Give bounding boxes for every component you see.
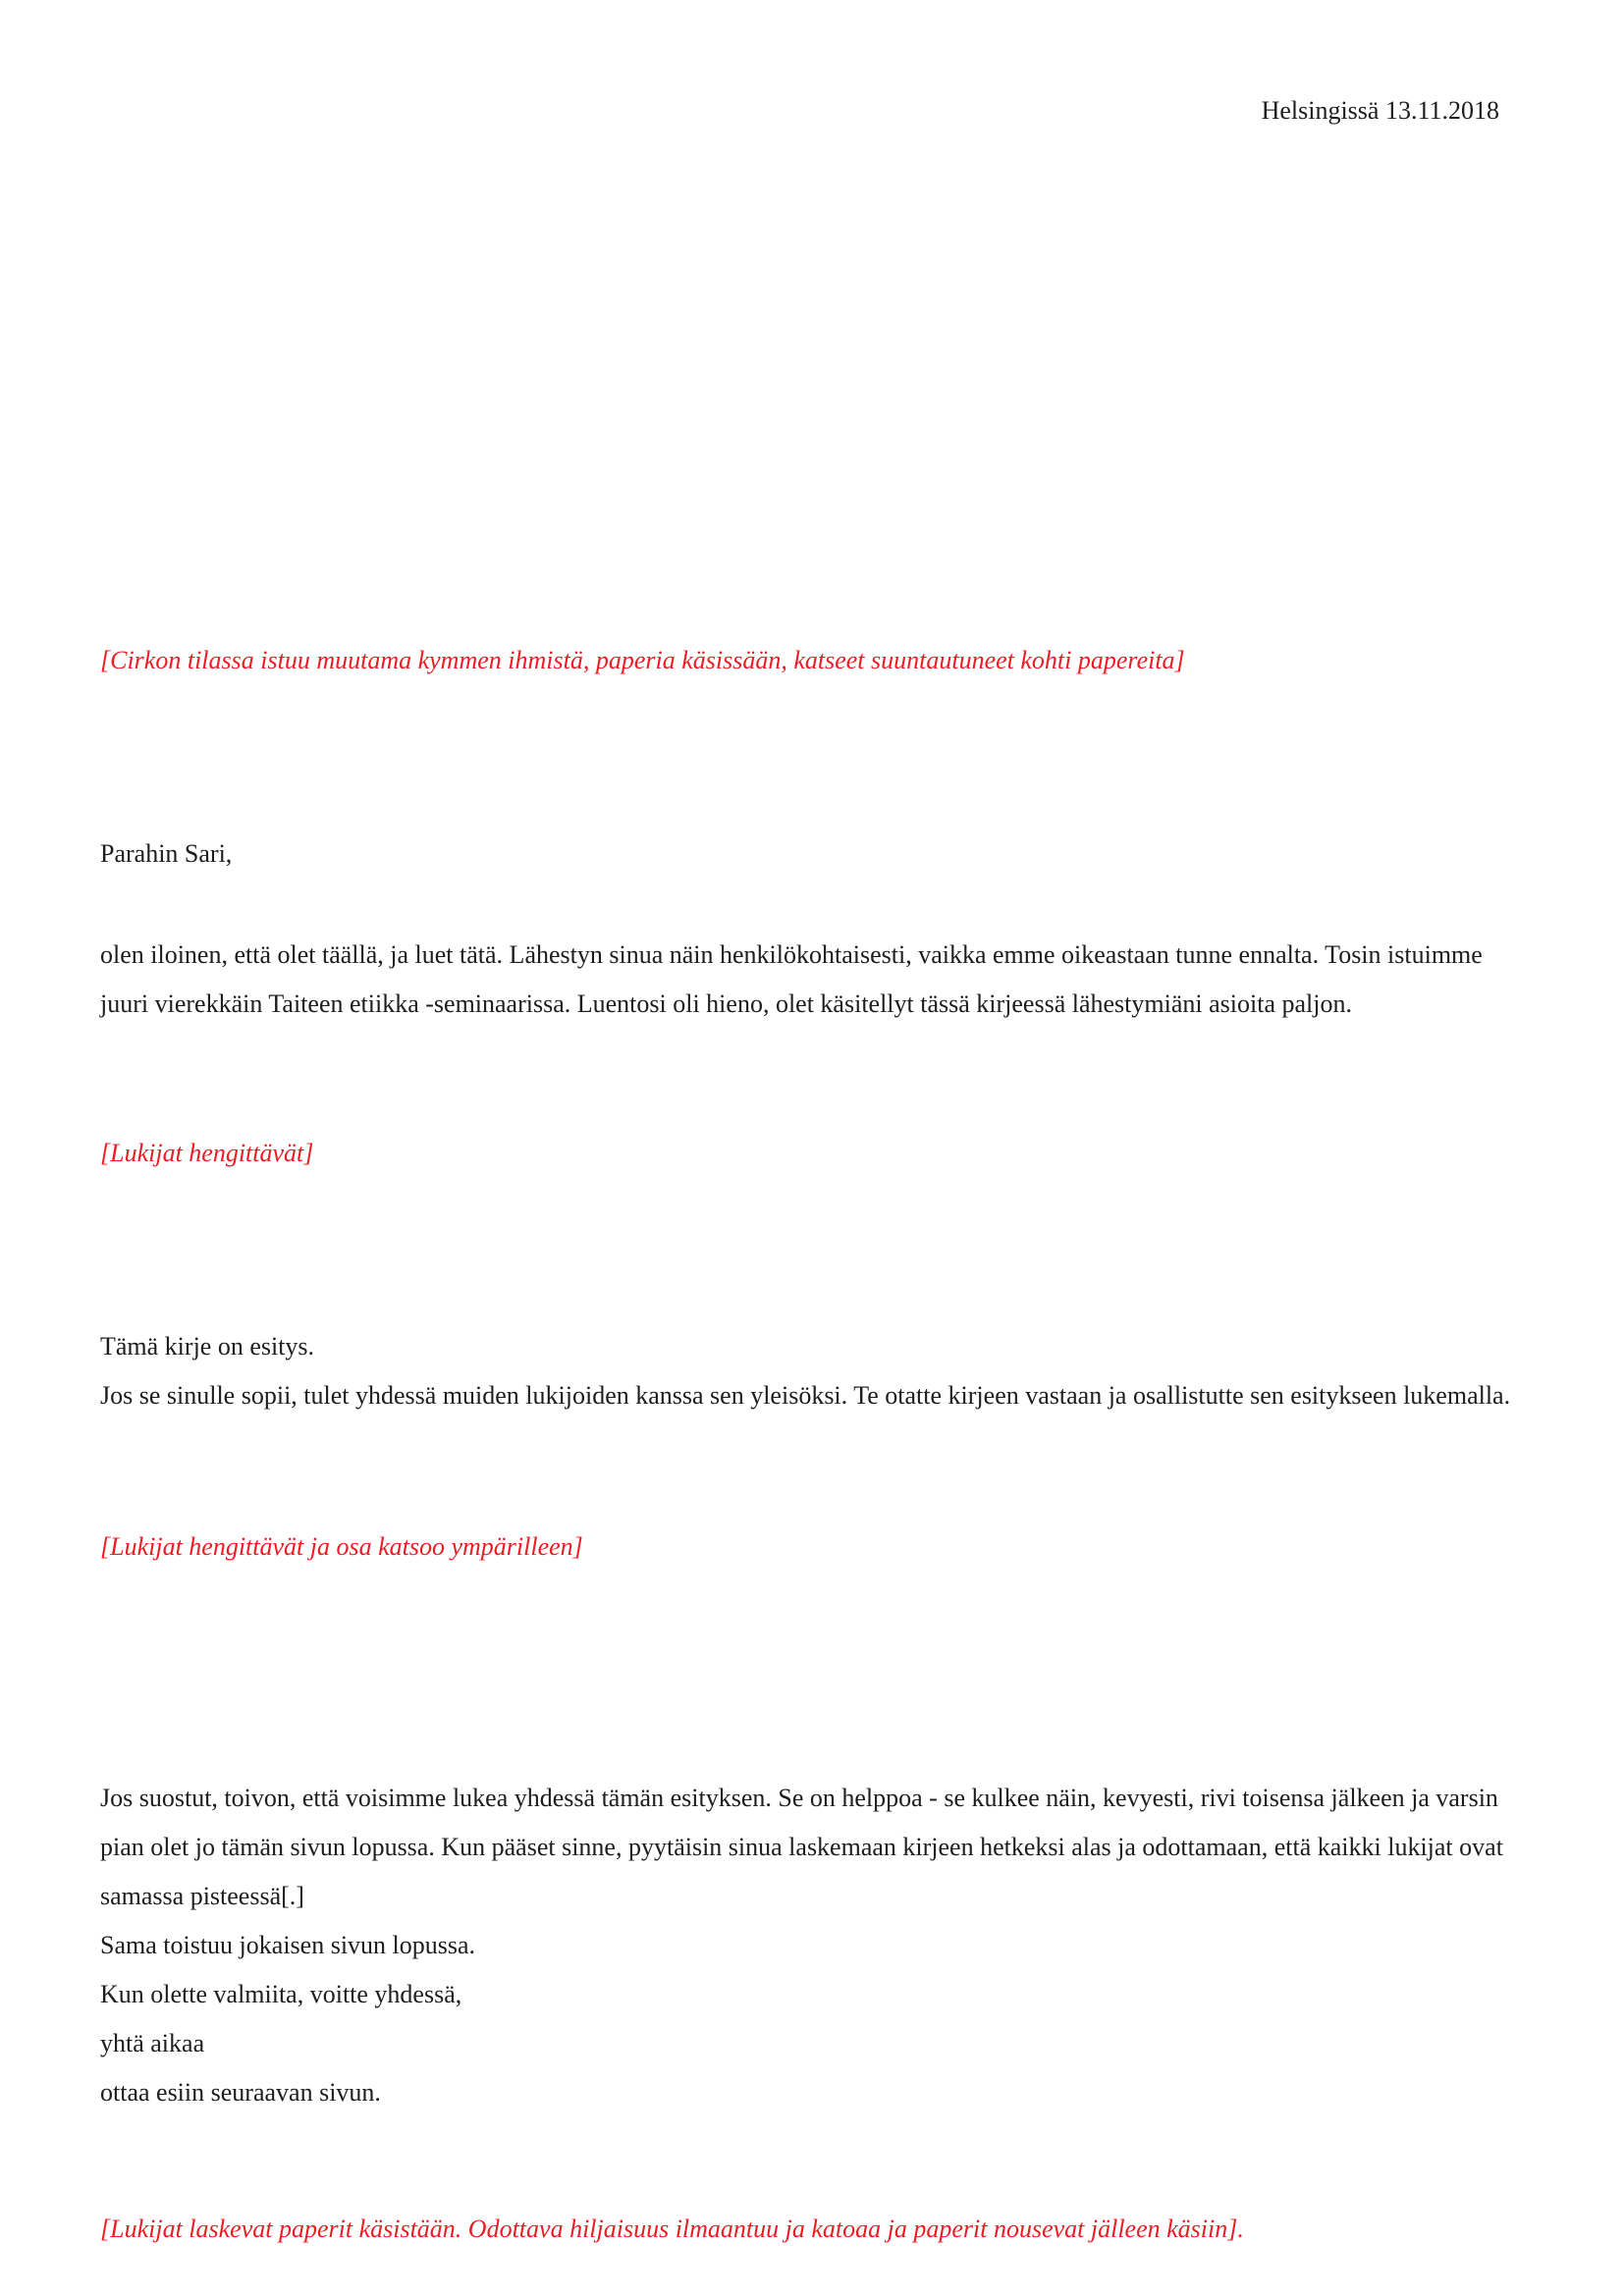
paragraph-instructions [100, 1774, 1524, 2117]
greeting-line: Parahin Sari, [100, 839, 233, 868]
line-yhta-aikaa: yhtä aikaa [100, 2029, 205, 2057]
paragraph-introduction: olen iloinen, että olet täällä, ja luet tätä. Lähestyn sinua näin henkilökohtaisesti, vaikka emme oikeastaan tunne ennalta. Tosin istuimme juuri vierekkäin Taiteen etiikka -seminaarissa. Luentosi oli hieno, olet käsitellyt tässä kirjeessä lähestymiäni asioita paljon. [100, 940, 1483, 1018]
stage-direction-readers-look-around: [Lukijat hengittävät ja osa katsoo ympärilleen] [100, 1532, 583, 1561]
paragraph-this-letter-line-1: Tämä kirje on esitys. [100, 1332, 315, 1361]
paragraph-this-letter-rest: Jos se sinulle sopii, tulet yhdessä muiden lukijoiden kanssa sen yleisöksi. Te otatte kirjeen vastaan ja osallistutte sen esitykseen lukemalla. [100, 1381, 1511, 1410]
stage-direction-readers-breathe: [Lukijat hengittävät] [100, 1139, 314, 1167]
paragraph-this-letter [100, 1322, 1524, 1420]
date-line: Helsingissä 13.11.2018 [1261, 96, 1499, 125]
paragraph-instructions-text: Jos suostut, toivon, että voisimme lukea yhdessä tämän esityksen. Se on helppoa - se kulkee näin, kevyesti, rivi toisensa jälkeen ja varsin pian olet jo tämän sivun lopussa. Kun pääset sinne, pyytäisin sinua laskemaan kirjeen hetkeksi alas ja odottamaan, että kaikki lukijat ovat samassa pisteessä[.] [100, 1784, 1503, 1910]
line-kun-olette: Kun olette valmiita, voitte yhdessä, [100, 1980, 462, 2008]
line-sama-toistuu: Sama toistuu jokaisen sivun lopussa. [100, 1931, 476, 1959]
line-ottaa-esiin: ottaa esiin seuraavan sivun. [100, 2078, 381, 2107]
stage-direction-opening: [Cirkon tilassa istuu muutama kymmen ihmistä, paperia käsissään, katseet suuntautuneet kohti papereita] [100, 646, 1185, 674]
stage-direction-closing: [Lukijat laskevat paperit käsistään. Odottava hiljaisuus ilmaantuu ja katoaa ja paperit nousevat jälleen käsiin]. [100, 2215, 1244, 2243]
